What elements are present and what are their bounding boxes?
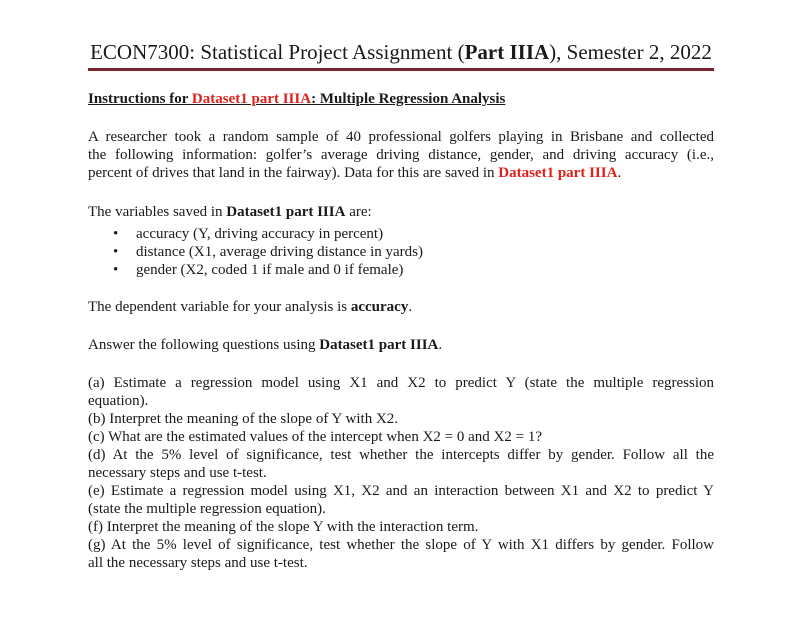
question-e-line-2: (state the multiple regression equation).	[88, 501, 326, 517]
title-divider	[88, 68, 714, 71]
variable-label: accuracy (Y, driving accuracy in percent)	[136, 226, 384, 242]
variable-label: gender (X2, coded 1 if male and 0 if female)	[136, 262, 404, 278]
question-c: (c) What are the estimated values of the intercept when X2 = 0 and X2 = 1?	[88, 429, 542, 445]
dependent-variable-statement	[88, 298, 714, 316]
question-f: (f) Interpret the meaning of the slope Y with the interaction term.	[88, 519, 479, 535]
page-title	[88, 39, 714, 65]
title-prefix: ECON7300: Statistical Project Assignment (	[90, 40, 465, 64]
variable-label: distance (X1, average driving distance in yards)	[136, 244, 423, 260]
intro-dataset: Dataset1 part IIIA	[498, 165, 618, 181]
dependent-variable: accuracy	[350, 299, 409, 315]
answer-start: Answer the following questions using	[88, 337, 320, 353]
title-suffix: ), Semester 2, 2022	[549, 40, 712, 64]
bullet-icon: •	[113, 226, 119, 242]
variables-intro-dataset: Dataset1 part IIIA	[226, 204, 346, 220]
intro-line-3	[88, 164, 714, 182]
question-e-line-1: (e) Estimate a regression model using X1, X2 and an interaction between X1 and X2 to predict Y	[88, 483, 714, 499]
variable-list	[88, 225, 423, 279]
intro-line-2: the following information: golfer’s average driving distance, gender, and driving accuracy (i.e.,	[88, 147, 714, 163]
bullet-icon: •	[113, 244, 119, 260]
intro-paragraph	[88, 128, 714, 182]
answer-dataset: Dataset1 part IIIA	[319, 337, 439, 353]
variables-intro-start: The variables saved in	[88, 204, 227, 220]
heading-dataset: Dataset1 part IIIA	[191, 91, 312, 107]
question-a-line-2: equation).	[88, 393, 149, 409]
heading-suffix: : Multiple Regression Analysis	[311, 91, 506, 107]
question-d-line-1: (d) At the 5% level of significance, test whether the intercepts differ by gender. Follow all the	[88, 447, 714, 463]
heading-prefix: Instructions for	[88, 91, 192, 107]
intro-line-3-start: percent of drives that land in the fairway). Data for this are saved in	[88, 165, 499, 181]
variables-intro	[88, 203, 714, 221]
answer-end: .	[438, 337, 443, 353]
variable-item-distance	[88, 243, 423, 261]
variable-item-accuracy	[88, 225, 423, 243]
question-g-line-1: (g) At the 5% level of significance, test whether the slope of Y with X1 differs by gender. Follow	[88, 537, 714, 553]
question-d-line-2: necessary steps and use t-test.	[88, 465, 267, 481]
question-a-line-1: (a) Estimate a regression model using X1 and X2 to predict Y (state the multiple regression	[88, 375, 714, 391]
variable-item-gender	[88, 261, 423, 279]
dependent-start: The dependent variable for your analysis is	[88, 299, 351, 315]
question-g-line-2: all the necessary steps and use t-test.	[88, 555, 308, 571]
title-part: Part IIIA	[464, 40, 550, 64]
answer-line	[88, 336, 714, 354]
variables-intro-end: are:	[345, 204, 372, 220]
questions-list	[88, 374, 714, 572]
dependent-end: .	[408, 299, 413, 315]
answer-instruction	[88, 336, 714, 354]
dependent-line	[88, 298, 714, 316]
question-b: (b) Interpret the meaning of the slope of Y with X2.	[88, 411, 399, 427]
intro-line-3-end: .	[617, 165, 622, 181]
bullet-icon: •	[113, 262, 119, 278]
variables-intro-line	[88, 203, 714, 221]
intro-line-1: A researcher took a random sample of 40 professional golfers playing in Brisbane and collected	[88, 129, 714, 145]
section-heading	[88, 90, 505, 108]
